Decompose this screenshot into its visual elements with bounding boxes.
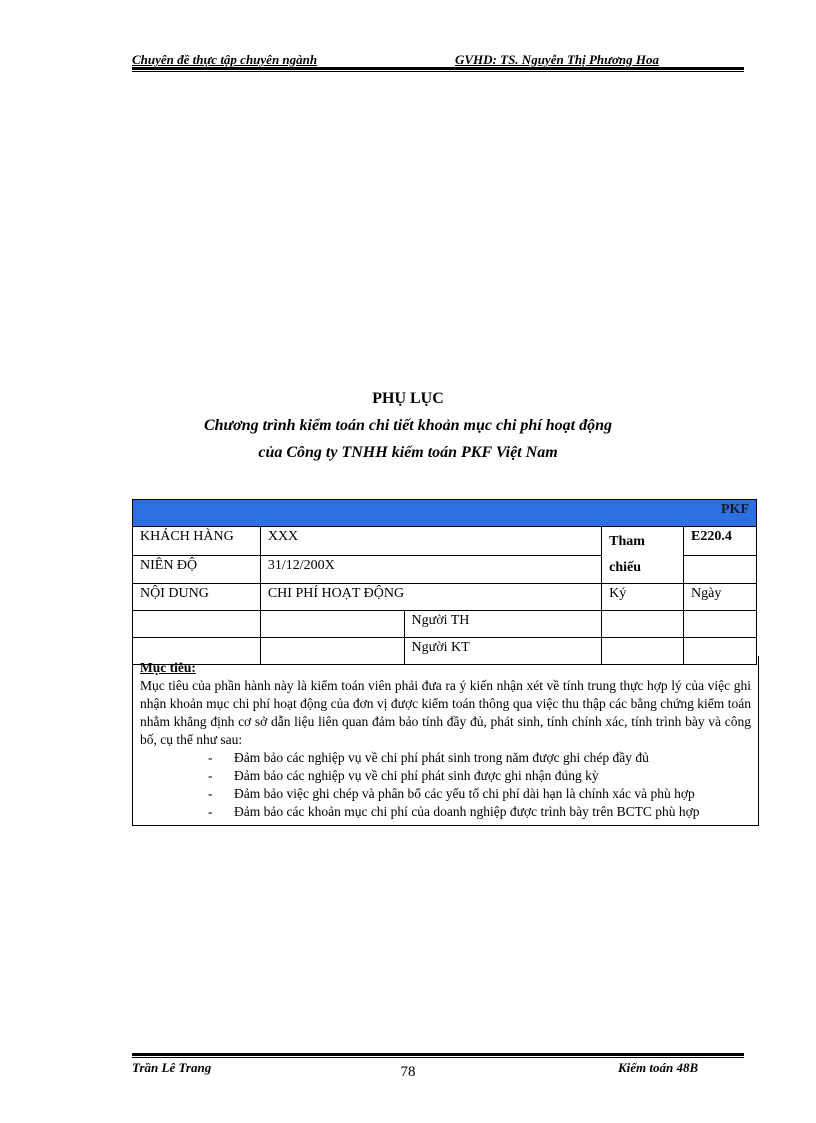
preparer-sign-cell bbox=[602, 611, 684, 638]
content-value: CHI PHÍ HOẠT ĐỘNG bbox=[260, 584, 601, 611]
reviewer-label: Người KT bbox=[404, 638, 602, 665]
objective-list bbox=[140, 749, 751, 821]
reference-value: E220.4 bbox=[684, 527, 757, 556]
objective-label: Mục tiêu: bbox=[140, 660, 196, 675]
brand-band: PKF bbox=[133, 500, 757, 527]
footer-rule-thin bbox=[132, 1057, 744, 1058]
client-value: XXX bbox=[260, 527, 601, 556]
content-label: NỘI DUNG bbox=[133, 584, 261, 611]
objective-text: Mục tiêu của phần hành này là kiểm toán viên phải đưa ra ý kiến nhận xét về tính trung thực hợp lý của việc ghi nhận khoản mục chi phí hoạt động của đơn vị được kiểm toán thông qua việc thu thập các bằng chứng kiểm toán nhằm khẳng định cơ sở dẫn liệu liên quan đảm bảo tính đầy đủ, phát sinh, tính chính xác, tính trình bày và công bố, cụ thể như sau: bbox=[140, 678, 751, 747]
header-left: Chuyên đề thực tập chuyên ngành bbox=[132, 52, 318, 67]
appendix-subtitle-2: của Công ty TNHH kiểm toán PKF Việt Nam bbox=[258, 444, 558, 461]
reference-label: Tham chiếu bbox=[602, 527, 684, 584]
footer-class: Kiểm toán 48B bbox=[618, 1060, 699, 1075]
footer-author: Trần Lê Trang bbox=[132, 1060, 212, 1075]
header-rule bbox=[132, 67, 744, 70]
date-label: Ngày bbox=[684, 584, 757, 611]
page-number: 78 bbox=[400, 1064, 416, 1080]
year-value: 31/12/200X bbox=[260, 555, 601, 584]
header-right: GVHD: TS. Nguyễn Thị Phương Hoa bbox=[455, 52, 660, 67]
objective-item: - Đảm bảo việc ghi chép và phân bổ các yếu tố chi phí dài hạn là chính xác và phù hợp bbox=[140, 785, 751, 803]
header-rule-thin bbox=[132, 71, 744, 72]
objective-item: - Đảm bảo các nghiệp vụ về chi phí phát sinh được ghi nhận đúng kỳ bbox=[140, 767, 751, 785]
year-label: NIÊN ĐỘ bbox=[133, 555, 261, 584]
appendix-subtitle-1: Chương trình kiểm toán chi tiết khoản mục chi phí hoạt động bbox=[203, 417, 613, 434]
empty-cell bbox=[133, 611, 261, 638]
audit-program-form bbox=[132, 499, 757, 665]
preparer-label: Người TH bbox=[404, 611, 602, 638]
objective-box bbox=[132, 656, 759, 826]
objective-item: - Đảm bảo các nghiệp vụ về chi phí phát sinh trong năm được ghi chép đầy đủ bbox=[140, 749, 751, 767]
appendix-title: PHỤ LỤC bbox=[372, 390, 444, 407]
sign-label: Ký bbox=[602, 584, 684, 611]
preparer-date-cell bbox=[684, 611, 757, 638]
objective-item: - Đảm bảo các khoản mục chi phí của doanh nghiệp được trình bày trên BCTC phù hợp bbox=[140, 803, 751, 821]
client-label: KHÁCH HÀNG bbox=[133, 527, 261, 556]
reference-empty-cell bbox=[684, 555, 757, 584]
empty-cell bbox=[260, 611, 404, 638]
footer-rule bbox=[132, 1053, 744, 1056]
